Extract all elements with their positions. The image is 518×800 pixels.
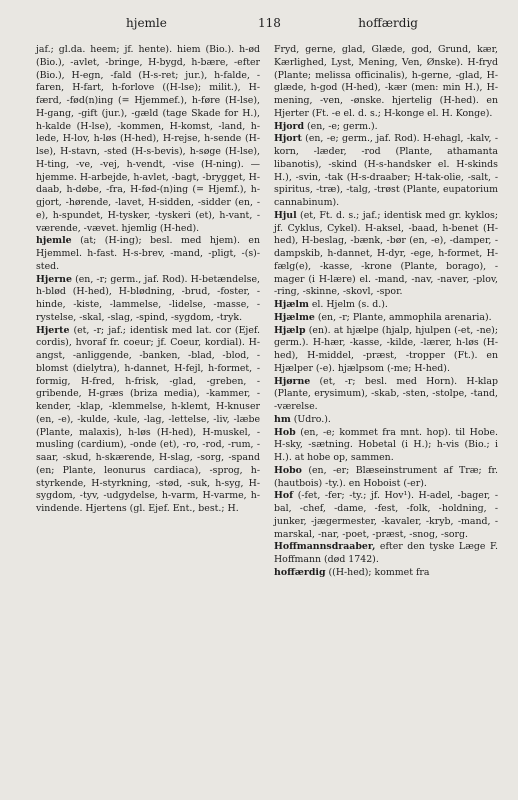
left-guide-word: hjemle xyxy=(126,16,167,30)
headword: Hjord xyxy=(274,120,304,132)
entry-text: Fryd, gerne, glad, Glæde, god, Grund, kær, Kærlighed, Lyst, Mening, Ven, Ønske). H-fryd (Plante; melissa officinalis), h-gerne, -glad, H-glæde, h-god (H-hed), -kær (men: min H.), H-mening, -ven, -ønske. hjertelig (H-hed). en Hjerter (Ft. -e el. d. s.; H-konge el. H. Konge). xyxy=(274,44,498,119)
dictionary-entry xyxy=(274,325,498,376)
dictionary-entry xyxy=(274,541,498,567)
entry-text: (en, -er; Blæseinstrument af Træ; fr. (hautbois) -ty.). en Hoboist (-er). xyxy=(274,464,498,489)
dictionary-entry xyxy=(274,376,498,414)
entry-text: (en, -r; Plante, ammophila arenaria). xyxy=(317,311,492,323)
text-columns xyxy=(36,44,498,580)
entry-text: el. Hjelm (s. d.). xyxy=(311,299,388,310)
headword: hm xyxy=(274,413,291,425)
entry-text: (en, -e; kommet fra mnt. hop). til Hobe. H-sky, -sætning. Hobetal (i H.); h-vis (Bio.; i H.). at hobe op, sammen. xyxy=(274,426,499,463)
dictionary-entry xyxy=(274,414,498,427)
headword: Hjælm xyxy=(274,299,309,310)
headword: Hob xyxy=(274,426,296,438)
dictionary-entry xyxy=(274,121,498,134)
entry-text: ((H-hed); kommet fra xyxy=(328,566,430,578)
entry-text: (-fet, -fer; -ty.; jf. Hov¹). H-adel, -bager, -bal, -chef, -dame, -fest, -folk, -holdning, -junker, -jægermester, -kavaler, -kryb, -mand, -marskal, -nar, -poet, -præst, -snog, -sorg. xyxy=(274,490,498,540)
entry-text: (at; (H-ing); besl. med hjem). en Hjemmel. h-fast. H-s-brev, -mand, -pligt, -(s)-sted. xyxy=(36,235,261,272)
dictionary-entry xyxy=(274,427,498,465)
right-guide-word: hoffærdig xyxy=(358,16,418,30)
dictionary-entry xyxy=(274,490,498,541)
dictionary-entry xyxy=(36,325,260,516)
entry-text: (en). at hjælpe (hjalp, hjulpen (-et, -ne); germ.). H-hær, -kasse, -kilde, -lærer, h-løs (H-hed), H-middel, -præst, -tropper (Ft.). en Hjælper (-e). hjælpsom (-me; H-hed). xyxy=(274,324,498,374)
dictionary-entry xyxy=(36,274,260,325)
headword: Hof xyxy=(274,490,294,502)
headword: Hobo xyxy=(274,464,302,476)
headword: hjemle xyxy=(36,235,72,247)
headword: Hjort xyxy=(274,133,302,145)
entry-text: (et, Ft. d. s.; jaf.; identisk med gr. kyklos; jf. Cyklus, Cykel). H-aksel, -baad, h-benet (H-hed), H-beslag, -bænk, -bør (en, -e), -damper, -dampskib, h-dannet, H-dyr, -ege, h-formet, H-fælg(e), -kasse, -krone (Plante, borago), -mager (i H-lære) el. -mand, -nav, -naver, -plov, -ring, -skinne, -skovl, -spor. xyxy=(274,209,498,298)
page-number: 118 xyxy=(258,16,281,30)
dictionary-entry xyxy=(274,312,498,325)
entry-text: efter den tyske Læge F. Hoffmann (død 1742). xyxy=(274,541,498,565)
left-column xyxy=(36,44,260,580)
entry-text: (en, -e; germ., jaf. Rod). H-ehagl, -kalv, -korn, -læder, -rod (Plante, athamanta libanotis), -skind (H-s-handsker el. H-skinds H.), -svin, -tak (H-s-draaber; H-tak-olie, -salt, -spiritus, -træ), -talg, -trøst (Plante, eupatorium cannabinum). xyxy=(274,133,499,208)
entry-text: (et, -r; besl. med Horn). H-klap (Plante, erysimum), -skab, -sten, -stolpe, -tand, -værelse. xyxy=(274,375,499,412)
entry-text: (et, -r; jaf.; identisk med lat. cor (Ejef. cordis), hvoraf fr. coeur; jf. Coeur, kordial). H-angst, -anliggende, -banken, -blad, -blod, -blomst (dielytra), h-dannet, H-fejl, h-formet, -formig, H-fred, h-frisk, -glad, -greben, -gribende, H-græs (briza media), -kammer, -kender, -klap, -klemmelse, h-klemt, H-knuser (en, -e), -kulde, -kule, -lag, -lettelse, -liv, -læbe (Plante, malaxis), h-løs (H-hed), H-muskel, -musling (cardium), -onde (et), -ro, -rod, -rum, -saar, -skud, h-skærende, H-slag, -sorg, -spand (en; Plante, leonurus cardiaca), -sprog, h-styrkende, H-styrkning, -stød, -suk, h-syg, H-sygdom, -tyv, -udgydelse, h-varm, H-varme, h-vindende. Hjertens (gl. Ejef. Ent., best.; H. xyxy=(36,324,260,514)
entry-text: (en, -e; germ.). xyxy=(306,120,378,132)
dictionary-entry xyxy=(274,465,498,491)
dictionary-entry xyxy=(274,299,498,312)
dictionary-entry xyxy=(274,567,498,580)
headword: hoffærdig xyxy=(274,566,326,578)
headword: Hjælme xyxy=(274,311,315,323)
dictionary-entry xyxy=(274,133,498,210)
entry-text: (en, -r; germ., jaf. Rod). H-betændelse, h-blød (H-hed), H-blødning, -brud, -foster, -hinde, -kiste, -lammelse, -lidelse, -masse, -rystelse, -skal, -slag, -spind, -sygdom, -tryk. xyxy=(36,273,260,323)
headword: Hjørne xyxy=(274,375,311,387)
headword: Hoffmannsdraaber, xyxy=(274,541,376,553)
headword: Hjul xyxy=(274,209,297,221)
entry-text: (Udro.). xyxy=(293,413,331,425)
entry-text: jaf.; gl.da. heem; jf. hente). hiem (Bio.). h-ød (Bio.), -avlet, -bringe, H-bygd, h-bære, -efter (Bio.), H-egn, -fald (H-s-ret; jur.), h-falde, -faren, H-fart, h-forlove ((H-lse); milit.), H-færd, -fød(n)ing (= Hjemmef.), h-føre (H-lse), H-gang, -gift (jur.), -gæld (tage Skade for H.), h-kalde (H-lse), -kommen, H-komst, -land, h-lede, H-lov, h-løs (H-hed), H-rejse, h-sende (H-lse), H-stavn, -sted (H-s-bevis), h-søge (H-lse), H-ting, -ve, -vej, h-vendt, -vise (H-ning). — hjemme. H-arbejde, h-avlet, -bagt, -brygget, H-daab, h-døbe, -fra, H-fød-(n)ing (= Hjemf.), h-gjort, -hørende, -lavet, H-sidden, -sidder (en, -e), h-spundet, H-tysker, -tyskeri (et), h-vant, -værende, -vævet. hjemlig (H-hed). xyxy=(36,44,260,234)
page-header xyxy=(36,14,498,34)
dictionary-entry xyxy=(36,44,260,235)
dictionary-entry xyxy=(274,210,498,299)
right-column xyxy=(274,44,498,580)
headword: Hjerne xyxy=(36,273,72,285)
headword: Hjælp xyxy=(274,324,306,336)
dictionary-entry xyxy=(36,235,260,273)
headword: Hjerte xyxy=(36,324,70,336)
dictionary-entry xyxy=(274,44,498,121)
